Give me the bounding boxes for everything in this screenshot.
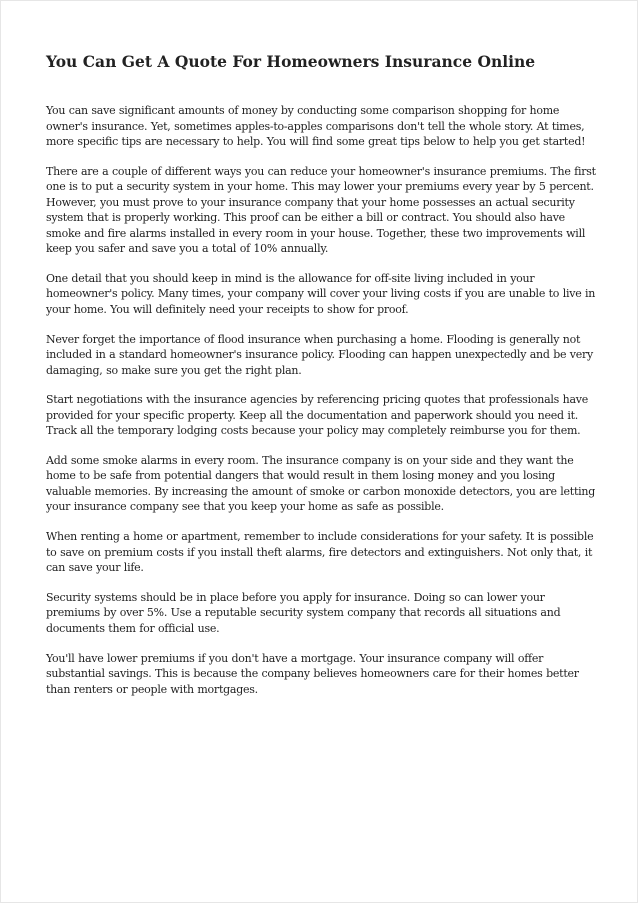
paragraph-renting: When renting a home or apartment, remember to include considerations for your safety. It is possible to save on premium costs if you install theft alarms, fire detectors and extinguishers. Not only that, it can save your life. [46, 530, 594, 575]
paragraph-off-site-living: One detail that you should keep in mind is the allowance for off-site living included in your homeowner's policy. Many times, your company will cover your living costs if you are unable to live in your home. You will definitely need your receipts to show for proof. [46, 271, 596, 316]
paragraph-mortgage: You'll have lower premiums if you don't have a mortgage. Your insurance company will offer substantial savings. This is because the company believes homeowners care for their homes better than renters or people with mortgages. [46, 651, 579, 696]
paragraph-security-systems: Security systems should be in place before you apply for insurance. Doing so can lower your premiums by over 5%. Use a reputable security system company that records all situations and documents them for official use. [46, 590, 561, 635]
document-body [46, 52, 602, 711]
paragraph-intro: You can save significant amounts of money by conducting some comparison shopping for home owner's insurance. Yet, sometimes apples-to-apples comparisons don't tell the whole story. At times, more specific tips are necessary to help. You will find some great tips below to help you get started! [46, 104, 586, 148]
document-title: You Can Get A Quote For Homeowners Insurance Online [46, 52, 536, 71]
paragraph-flood-insurance: Never forget the importance of flood insurance when purchasing a home. Flooding is generally not included in a standard homeowner's insurance policy. Flooding can happen unexpectedly and be very damaging, so make sure you get the right plan. [46, 332, 593, 377]
paragraph-negotiations: Start negotiations with the insurance agencies by referencing pricing quotes that professionals have provided for your specific property. Keep all the documentation and paperwork should you need it. Track all the temporary lodging costs because your policy may completely reimburse you for them. [46, 393, 588, 438]
paragraph-smoke-alarms: Add some smoke alarms in every room. The insurance company is on your side and they want the home to be safe from potential dangers that would result in them losing money and you losing valuable memories. By increasing the amount of smoke or carbon monoxide detectors, you are letting your insurance company see that you keep your home as safe as possible. [46, 453, 596, 514]
paragraph-reduce-premiums: There are a couple of different ways you can reduce your homeowner's insurance premiums. The first one is to put a security system in your home. This may lower your premiums every year by 5 percent. However, you must prove to your insurance company that your home possesses an actual security system that is properly working. This proof can be either a bill or contract. You should also have smoke and fire alarms installed in every room in your house. Together, these two improvements will keep you safer and save you a total of 10% annually. [46, 164, 596, 256]
